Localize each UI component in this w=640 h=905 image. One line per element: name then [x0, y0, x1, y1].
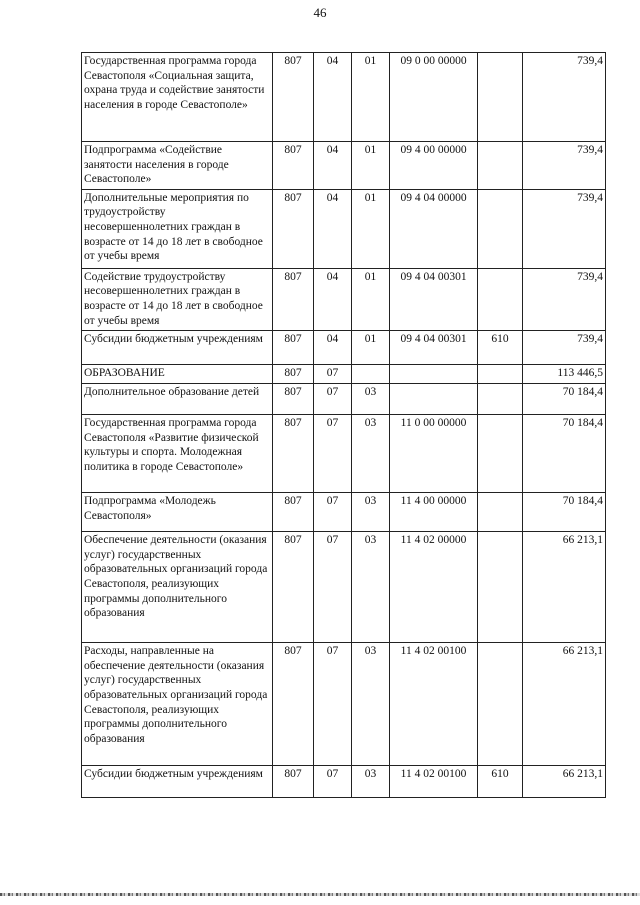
row-name: Государственная программа города Севастополя «Социальная защита, охрана труда и содействие занятости населения в городе Севастополе» [82, 53, 273, 142]
amount: 70 184,4 [523, 415, 606, 493]
ministry-code: 807 [273, 384, 314, 415]
target-article-code: 09 4 00 00000 [390, 142, 478, 190]
expense-type-code [478, 189, 523, 268]
row-name: ОБРАЗОВАНИЕ [82, 365, 273, 384]
scan-edge-artifact [0, 893, 640, 896]
target-article-code: 11 0 00 00000 [390, 415, 478, 493]
row-name: Подпрограмма «Молодежь Севастополя» [82, 493, 273, 532]
table-row [82, 415, 606, 493]
table-row [82, 331, 606, 365]
section-code: 04 [314, 189, 352, 268]
expense-type-code: 610 [478, 331, 523, 365]
ministry-code: 807 [273, 766, 314, 798]
target-article-code: 09 4 04 00301 [390, 268, 478, 330]
subsection-code: 03 [352, 415, 390, 493]
table-row [82, 268, 606, 330]
section-code: 07 [314, 532, 352, 643]
expense-type-code [478, 53, 523, 142]
ministry-code: 807 [273, 142, 314, 190]
budget-table [81, 52, 606, 798]
target-article-code: 09 0 00 00000 [390, 53, 478, 142]
target-article-code [390, 384, 478, 415]
target-article-code: 11 4 02 00000 [390, 532, 478, 643]
amount: 66 213,1 [523, 766, 606, 798]
amount: 739,4 [523, 189, 606, 268]
subsection-code [352, 365, 390, 384]
amount: 739,4 [523, 331, 606, 365]
table-row [82, 384, 606, 415]
ministry-code: 807 [273, 532, 314, 643]
subsection-code: 03 [352, 532, 390, 643]
row-name: Субсидии бюджетным учреждениям [82, 331, 273, 365]
section-code: 04 [314, 268, 352, 330]
subsection-code: 01 [352, 142, 390, 190]
amount: 739,4 [523, 268, 606, 330]
subsection-code: 03 [352, 766, 390, 798]
target-article-code [390, 365, 478, 384]
target-article-code: 09 4 04 00301 [390, 331, 478, 365]
target-article-code: 09 4 04 00000 [390, 189, 478, 268]
ministry-code: 807 [273, 268, 314, 330]
section-code: 07 [314, 415, 352, 493]
subsection-code: 01 [352, 189, 390, 268]
page-number: 46 [313, 5, 327, 20]
table-row [82, 532, 606, 643]
section-code: 07 [314, 643, 352, 766]
subsection-code: 03 [352, 643, 390, 766]
amount: 70 184,4 [523, 493, 606, 532]
row-name: Расходы, направленные на обеспечение деятельности (оказания услуг) государственных образовательных организаций города Севастополя, реализующих программы дополнительного образования [82, 643, 273, 766]
row-name: Содействие трудоустройству несовершеннолетних граждан в возрасте от 14 до 18 лет в свободное от учебы время [82, 268, 273, 330]
section-code: 04 [314, 53, 352, 142]
ministry-code: 807 [273, 415, 314, 493]
table-row [82, 53, 606, 142]
ministry-code: 807 [273, 365, 314, 384]
expense-type-code [478, 142, 523, 190]
row-name: Дополнительные мероприятия по трудоустройству несовершеннолетних граждан в возрасте от 14 до 18 лет в свободное от учебы время [82, 189, 273, 268]
table-row [82, 142, 606, 190]
section-code: 07 [314, 384, 352, 415]
subsection-code: 01 [352, 268, 390, 330]
target-article-code: 11 4 02 00100 [390, 643, 478, 766]
subsection-code: 03 [352, 493, 390, 532]
section-code: 04 [314, 142, 352, 190]
ministry-code: 807 [273, 493, 314, 532]
amount: 739,4 [523, 53, 606, 142]
subsection-code: 03 [352, 384, 390, 415]
table-row [82, 766, 606, 798]
row-name: Подпрограмма «Содействие занятости населения в городе Севастополе» [82, 142, 273, 190]
amount: 66 213,1 [523, 643, 606, 766]
row-name: Дополнительное образование детей [82, 384, 273, 415]
section-code: 07 [314, 766, 352, 798]
ministry-code: 807 [273, 53, 314, 142]
row-name: Субсидии бюджетным учреждениям [82, 766, 273, 798]
ministry-code: 807 [273, 643, 314, 766]
expense-type-code [478, 493, 523, 532]
table-row [82, 643, 606, 766]
target-article-code: 11 4 02 00100 [390, 766, 478, 798]
expense-type-code [478, 365, 523, 384]
amount: 70 184,4 [523, 384, 606, 415]
section-code: 04 [314, 331, 352, 365]
expense-type-code [478, 268, 523, 330]
table-row [82, 493, 606, 532]
section-code: 07 [314, 493, 352, 532]
ministry-code: 807 [273, 331, 314, 365]
table-row [82, 189, 606, 268]
expense-type-code [478, 415, 523, 493]
expense-type-code: 610 [478, 766, 523, 798]
expense-type-code [478, 643, 523, 766]
row-name: Государственная программа города Севастополя «Развитие физической культуры и спорта. Молодежная политика в городе Севастополе» [82, 415, 273, 493]
section-code: 07 [314, 365, 352, 384]
row-name: Обеспечение деятельности (оказания услуг) государственных образовательных организаций города Севастополя, реализующих программы дополнительного образования [82, 532, 273, 643]
subsection-code: 01 [352, 331, 390, 365]
ministry-code: 807 [273, 189, 314, 268]
amount: 113 446,5 [523, 365, 606, 384]
amount: 66 213,1 [523, 532, 606, 643]
expense-type-code [478, 384, 523, 415]
table-row [82, 365, 606, 384]
amount: 739,4 [523, 142, 606, 190]
expense-type-code [478, 532, 523, 643]
subsection-code: 01 [352, 53, 390, 142]
target-article-code: 11 4 00 00000 [390, 493, 478, 532]
